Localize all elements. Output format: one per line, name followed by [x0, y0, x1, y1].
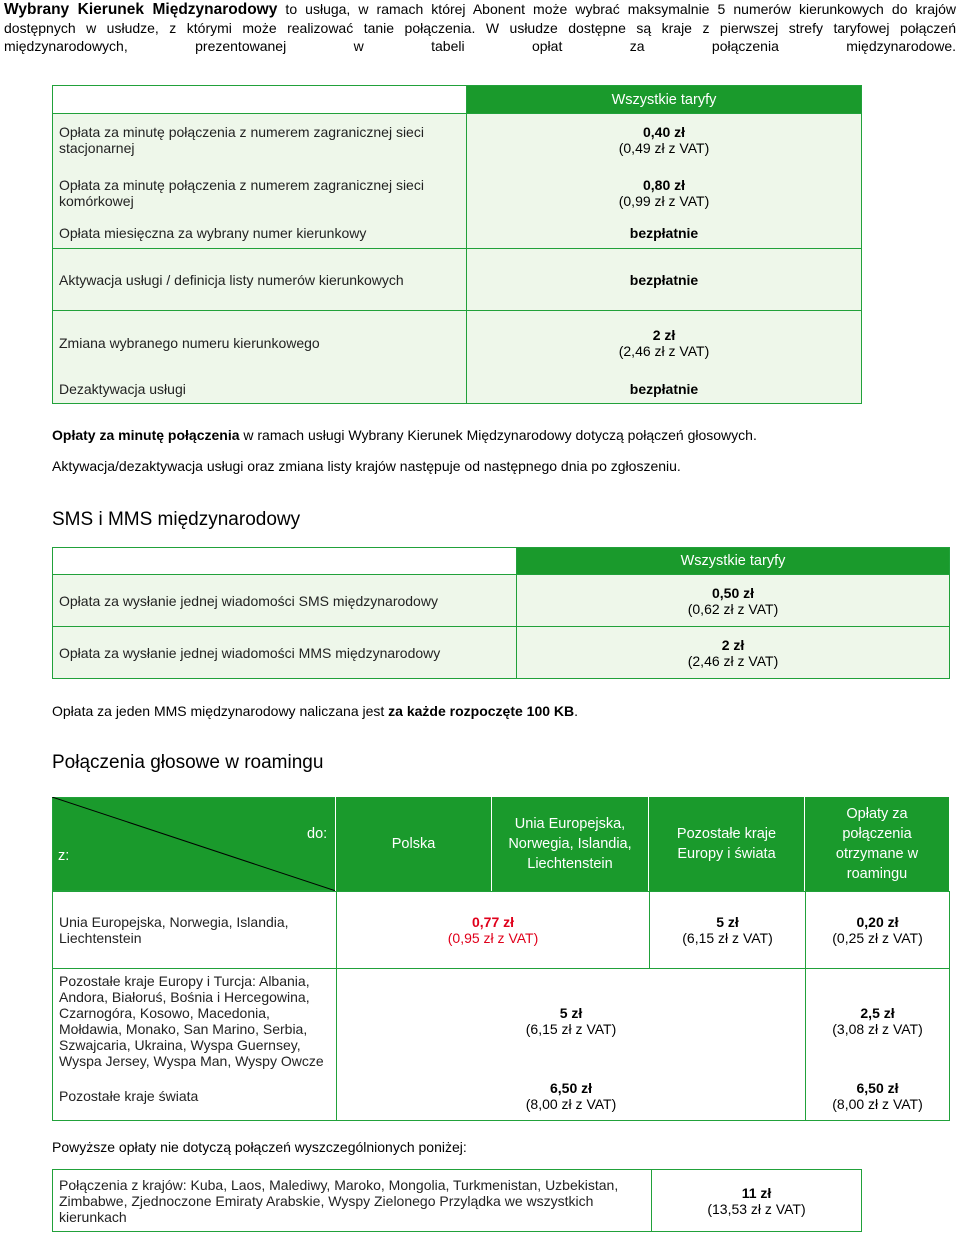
row-price-cell [806, 892, 950, 969]
intro-line-1-text: to usługa, w ramach której Abonent może wybrać maksymalnie 5 numerów kierunkowych do krajów [277, 1, 956, 17]
price: 0,50 zł [711, 584, 755, 601]
note-text: Opłata za jeden MMS międzynarodowy naliczana jest [52, 703, 389, 719]
section-title-roaming: Połączenia głosowe w roamingu [52, 752, 324, 773]
price: 2,5 zł [860, 1004, 895, 1021]
header-blank-cell [53, 86, 467, 114]
note-text: w ramach usługi Wybrany Kierunek Międzynarodowy dotyczą połączeń głosowych. [239, 427, 757, 443]
row-label: Opłata za wysłanie jednej wiadomości SMS międzynarodowy [53, 575, 517, 627]
table-row [53, 575, 950, 627]
row-price-cell [467, 167, 862, 219]
row-price-cell [337, 892, 650, 969]
price-vat: (3,08 zł z VAT) [832, 1020, 923, 1037]
header-text: Pozostałe kraje Europy i świata [676, 826, 777, 862]
table-row [53, 376, 862, 404]
intro-lead: Wybrany Kierunek Międzynarodowy [4, 1, 278, 18]
roaming-header-poland [336, 797, 491, 891]
note-bold: za każde rozpoczęte 100 KB [388, 703, 575, 719]
price: 5 zł [559, 1004, 583, 1021]
section-title-sms: SMS i MMS międzynarodowy [52, 509, 301, 530]
price-vat: (8,00 zł z VAT) [525, 1096, 617, 1113]
price: 6,50 zł [856, 1080, 899, 1097]
note-activation: Aktywacja/dezaktywacja usługi oraz zmiana listy krajów następuje od następnego dnia po zgłoszeniu. [52, 458, 681, 474]
header-text: Polska [391, 836, 436, 852]
price: 0,80 zł [642, 176, 686, 193]
price-vat: (0,25 zł z VAT) [832, 930, 923, 946]
table-row [53, 114, 862, 167]
table-row [53, 969, 950, 1073]
row-label: Opłata za wysłanie jednej wiadomości MMS międzynarodowy [53, 627, 517, 679]
row-price-cell [806, 1073, 950, 1121]
row-price-cell [806, 969, 950, 1073]
table-row [53, 311, 862, 376]
price: 0,40 zł [642, 124, 686, 141]
table-header-all-tariffs: Wszystkie taryfy [467, 86, 862, 114]
price: 6,50 zł [549, 1080, 593, 1097]
note-bold: Opłaty za minutę połączenia [52, 427, 240, 443]
row-label: Pozostałe kraje świata [53, 1073, 337, 1121]
intro-line-2: dostępnych w usłudze, z którymi może realizować tanie połączenia. W usłudze dostępne są kraje z pierwszej strefy taryfowej połączeń [4, 20, 956, 36]
table-row [53, 1073, 950, 1121]
row-label: Opłata za minutę połączenia z numerem zagranicznej sieci stacjonarnej [53, 114, 467, 167]
row-price-cell [467, 311, 862, 376]
table-row [53, 627, 950, 679]
row-label: Pozostałe kraje Europy i Turcja: Albania, Andora, Białoruś, Bośnia i Hercegowina, Czarnogóra, Kosowo, Macedonia, Mołdawia, Monako, San Marino, Serbia, Szwajcaria, Ukraina, Wyspa Guernsey, Wyspa Jersey, Wyspa Man, Wyspy Owcze [53, 969, 337, 1073]
price: 2 zł [721, 636, 745, 653]
row-label: Opłata za minutę połączenia z numerem zagranicznej sieci komórkowej [53, 167, 467, 219]
price-vat: (2,46 zł z VAT) [687, 652, 779, 669]
table-row [53, 219, 862, 249]
pricing-table-directional [52, 85, 862, 404]
row-price-cell [337, 1073, 806, 1121]
price-vat: (0,99 zł z VAT) [618, 192, 710, 209]
table-row [53, 548, 950, 575]
header-text: Unia Europejska, Norwegia, Islandia, Liechtenstein [508, 816, 632, 872]
row-price-cell [337, 969, 806, 1073]
row-label: Dezaktywacja usługi [53, 376, 467, 404]
row-price-cell [517, 575, 950, 627]
intro-line-3: międzynarodowych, prezentowanej w tabeli opłat za połączenia międzynarodowe. [4, 38, 956, 54]
corner-diagonal [52, 797, 336, 891]
row-label: Połączenia z krajów: Kuba, Laos, Malediwy, Maroko, Mongolia, Turkmenistan, Uzbekistan, Zimbabwe, Zjednoczone Emiraty Arabskie, Wyspy Zielonego Przylądka we wszystkich kierunkach [53, 1170, 652, 1232]
corner-from-label: z: [58, 848, 70, 864]
price-vat: (13,53 zł z VAT) [707, 1200, 806, 1217]
price-vat: (8,00 zł z VAT) [832, 1096, 923, 1113]
row-label: Zmiana wybranego numeru kierunkowego [53, 311, 467, 376]
roaming-table-body [52, 891, 950, 1121]
row-price-cell [652, 1170, 862, 1232]
row-price-cell [650, 892, 806, 969]
price: 5 zł [716, 914, 739, 930]
row-label: Opłata miesięczna za wybrany numer kierunkowy [53, 219, 467, 249]
price: 11 zł [741, 1184, 772, 1201]
row-price-cell [467, 219, 862, 249]
row-price-cell [467, 114, 862, 167]
note-mms [52, 702, 578, 720]
price: 2 zł [652, 327, 676, 344]
intro-line-1 [4, 0, 956, 19]
roaming-header-eu [492, 797, 648, 891]
price: bezpłatnie [629, 381, 699, 398]
table-row [53, 249, 862, 311]
note-exceptions: Powyższe opłaty nie dotyczą połączeń wyszczególnionych poniżej: [52, 1139, 467, 1155]
row-price-cell [517, 627, 950, 679]
row-price-cell [467, 249, 862, 311]
price-vat: (0,62 zł z VAT) [687, 600, 779, 617]
price-vat: (2,46 zł z VAT) [618, 343, 710, 360]
row-label: Unia Europejska, Norwegia, Islandia, Liechtenstein [53, 892, 337, 969]
table-header-all-tariffs: Wszystkie taryfy [517, 548, 950, 575]
table-row [53, 167, 862, 219]
table-row [53, 1170, 862, 1232]
roaming-header-received [805, 797, 949, 891]
pricing-table-sms [52, 547, 950, 679]
price-vat: (6,15 zł z VAT) [682, 930, 773, 946]
price: 0,20 zł [856, 914, 899, 930]
header-text: Opłaty za połączenia otrzymane w roamingu [835, 806, 919, 882]
table-row [53, 86, 862, 114]
price: bezpłatnie [629, 225, 699, 242]
note-voice-calls [52, 426, 757, 444]
roaming-header-other-europe-world [649, 797, 804, 891]
table-row [53, 892, 950, 969]
row-price-cell [467, 376, 862, 404]
price: bezpłatnie [629, 271, 699, 288]
price-vat: (0,95 zł z VAT) [447, 930, 539, 946]
special-countries-table [52, 1169, 862, 1232]
note-text-end: . [574, 703, 579, 719]
row-label: Aktywacja usługi / definicja listy numerów kierunkowych [53, 249, 467, 311]
price-vat: (6,15 zł z VAT) [525, 1020, 617, 1037]
intro-paragraph [4, 0, 956, 55]
header-blank-cell [53, 548, 517, 575]
price-vat: (0,49 zł z VAT) [618, 140, 710, 157]
corner-to-label: do: [307, 826, 328, 842]
price: 0,77 zł [471, 914, 515, 930]
